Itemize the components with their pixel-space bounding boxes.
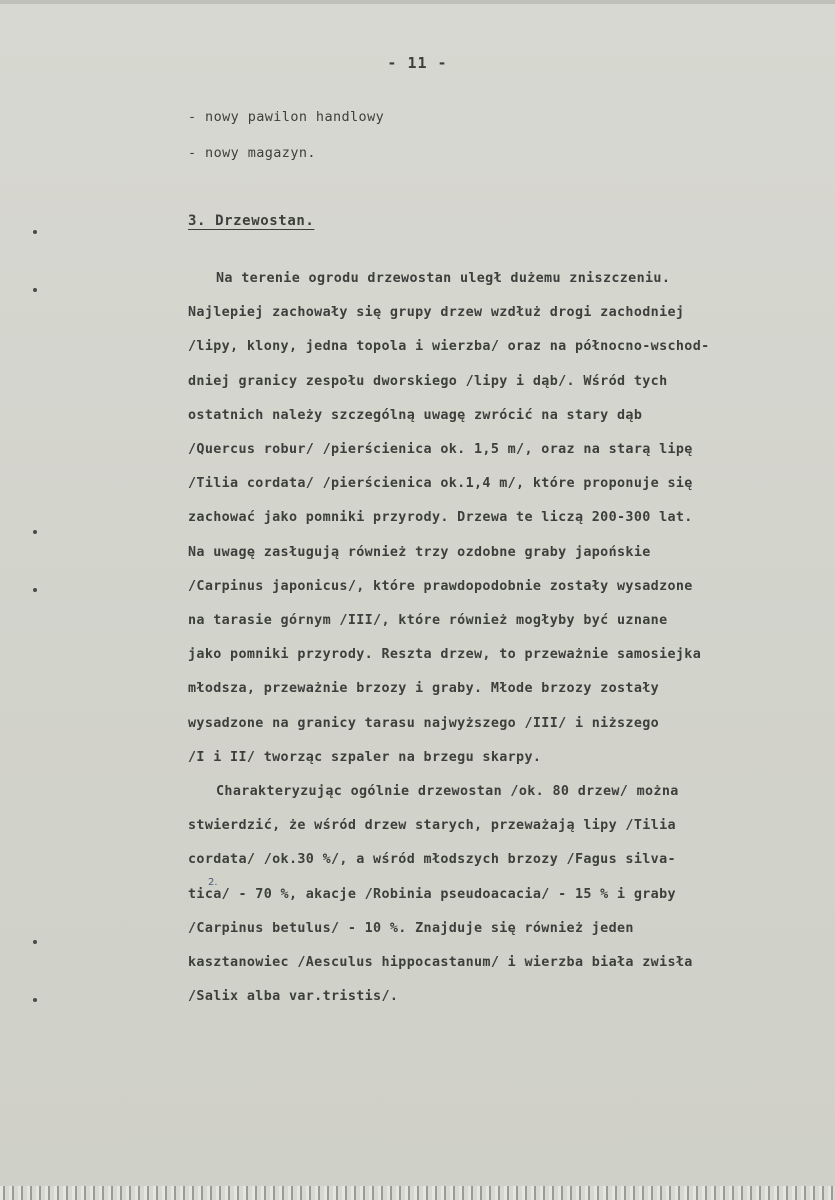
margin-dot (33, 588, 37, 592)
text-line: Charakteryzując ogólnie drzewostan /ok. 80 drzew/ można (216, 784, 679, 800)
section-body (188, 262, 808, 1014)
text-line: wysadzone na granicy tarasu najwyższego /III/ i niższego (188, 715, 660, 731)
text-line: dniej granicy zespołu dworskiego /lipy i dąb/. Wśród tych (188, 373, 668, 389)
text-line: cordata/ /ok.30 %/, a wśród młodszych brzozy /Fagus silva- (188, 852, 676, 868)
text-line: zachować jako pomniki przyrody. Drzewa te liczą 200-300 lat. (188, 510, 693, 526)
text-line: Na terenie ogrodu drzewostan uległ dużemu zniszczeniu. (216, 271, 671, 286)
text-line: Najlepiej zachowały się grupy drzew wzdłuż drogi zachodniej (188, 305, 685, 321)
scan-edge-top (0, 0, 835, 4)
text-line: /I i II/ tworząc szpaler na brzegu skarpy. (188, 749, 542, 765)
section-heading: 3. Drzewostan. (188, 213, 315, 229)
list-item: - nowy magazyn. (188, 145, 316, 161)
text-line: młodsza, przeważnie brzozy i graby. Młode brzozy zostały (188, 681, 660, 697)
text-line: stwierdzić, że wśród drzew starych, przeważają lipy /Tilia (188, 818, 676, 834)
text-line: /Carpinus japonicus/, które prawdopodobnie zostały wysadzone (188, 578, 693, 594)
margin-dot (33, 998, 37, 1002)
facility-list (188, 108, 384, 180)
text-line: kasztanowiec /Aesculus hippocastanum/ i wierzba biała zwisła (188, 955, 693, 971)
text-line: na tarasie górnym /III/, które również mogłyby być uznane (188, 613, 668, 629)
text-line: /Quercus robur/ /pierścienica ok. 1,5 m/, oraz na starą lipę (188, 442, 693, 458)
margin-dot (33, 230, 37, 234)
margin-dot (33, 530, 37, 534)
list-item: - nowy pawilon handlowy (188, 109, 385, 125)
text-line: /Tilia cordata/ /pierścienica ok.1,4 m/, które proponuje się (188, 476, 693, 492)
text-line: ostatnich należy szczególną uwagę zwrócić na stary dąb (188, 407, 643, 423)
text-line: /lipy, klony, jedna topola i wierzba/ oraz na północno-wschod- (188, 339, 710, 355)
text-line: /Salix alba var.tristis/. (188, 989, 399, 1005)
text-line: /Carpinus betulus/ - 10 %. Znajduje się również jeden (188, 920, 634, 936)
text-line: tica/ - 70 %, akacje /Robinia pseudoacacia/ - 15 % i graby (188, 886, 676, 902)
handwritten-note: 2. (208, 877, 218, 888)
page-number: - 11 - (387, 54, 448, 72)
text-line: Na uwagę zasługują również trzy ozdobne graby japońskie (188, 544, 651, 560)
text-line: jako pomniki przyrody. Reszta drzew, to przeważnie samosiejka (188, 647, 702, 663)
margin-dot (33, 940, 37, 944)
margin-dot (33, 288, 37, 292)
scan-edge-bottom (0, 1186, 835, 1200)
